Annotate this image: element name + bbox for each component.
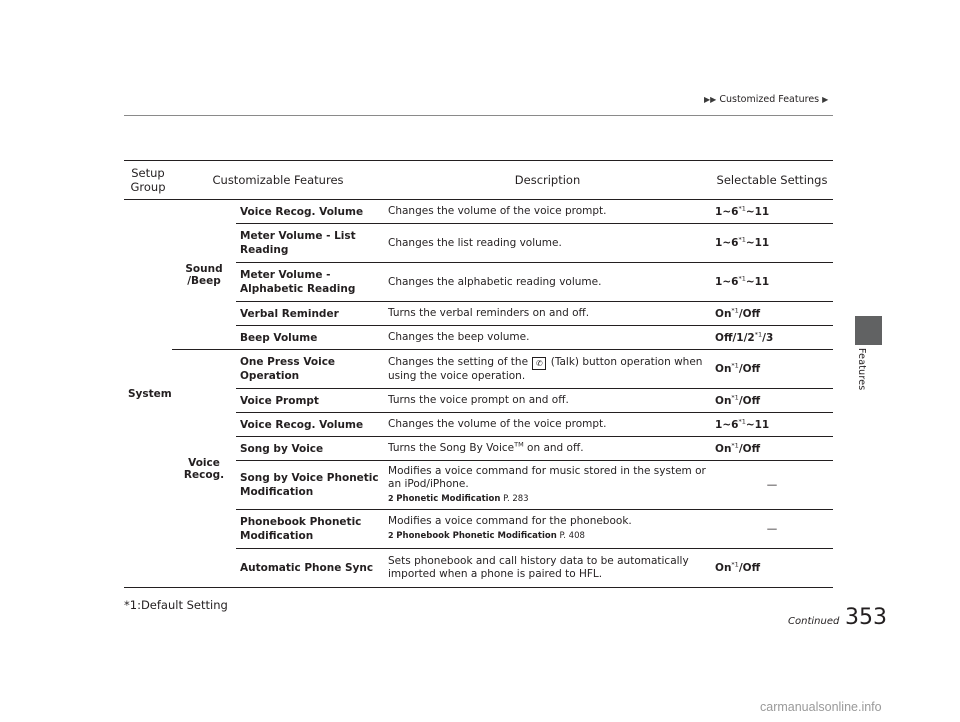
selectable-setting: On$^{*1}$/Off: [711, 389, 833, 413]
selectable-setting: 1~6$^{*1}$~11: [711, 224, 833, 263]
feature-description: Changes the setting of the ✆ (Talk) button operation when using the voice operation.: [384, 350, 711, 389]
selectable-setting: On$^{*1}$/Off: [711, 437, 833, 461]
breadcrumb-arrow-icon: ▶▶: [704, 95, 717, 104]
breadcrumb-arrow-end-icon: ▶: [822, 95, 829, 104]
subgroup-voice-recog: Voice Recog.: [172, 350, 236, 588]
table-row: [124, 200, 833, 224]
feature-description: Changes the volume of the voice prompt.: [384, 413, 711, 437]
feature-name: Verbal Reminder: [236, 302, 384, 326]
feature-name: Meter Volume - List Reading: [236, 224, 384, 263]
feature-name: One Press Voice Operation: [236, 350, 384, 389]
feature-description: Modifies a voice command for music stored in the system or an iPod/iPhone. 2 Phonetic Modification P. 283: [384, 461, 711, 510]
header-setup-group: Setup Group: [124, 161, 172, 200]
feature-description: Turns the Song By Voice™ on and off.: [384, 437, 711, 461]
feature-description: Turns the voice prompt on and off.: [384, 389, 711, 413]
subgroup-sound-beep: Sound /Beep: [172, 200, 236, 350]
breadcrumb-section[interactable]: Customized Features: [719, 94, 820, 105]
feature-name: Beep Volume: [236, 326, 384, 350]
selectable-setting: 1~6$^{*1}$~11: [711, 200, 833, 224]
page-number: 353: [845, 605, 887, 630]
breadcrumb: [704, 94, 828, 105]
feature-description: Sets phonebook and call history data to be automatically imported when a phone is paired to HFL.: [384, 549, 711, 588]
reference-arrow-icon: 2: [388, 531, 394, 540]
feature-name: Voice Recog. Volume: [236, 413, 384, 437]
watermark: carmanualsonline.info: [760, 700, 882, 714]
section-tab[interactable]: [855, 316, 882, 345]
feature-description: Modifies a voice command for the phonebook. 2 Phonebook Phonetic Modification P. 408: [384, 510, 711, 549]
header-description: Description: [384, 161, 711, 200]
selectable-setting: Off/1/2$^{*1}$/3: [711, 326, 833, 350]
selectable-setting: —: [711, 461, 833, 510]
table-header-row: [124, 161, 833, 200]
selectable-setting: On$^{*1}$/Off: [711, 549, 833, 588]
feature-name: Automatic Phone Sync: [236, 549, 384, 588]
selectable-setting: On$^{*1}$/Off: [711, 350, 833, 389]
feature-name: Meter Volume - Alphabetic Reading: [236, 263, 384, 302]
header-rule: [124, 115, 833, 116]
cross-reference-link[interactable]: 2 Phonebook Phonetic Modification P. 408: [388, 531, 585, 541]
talk-button-icon: ✆: [532, 357, 546, 370]
section-tab-label: Features: [856, 348, 867, 391]
setup-group-system: System: [124, 200, 172, 588]
feature-name: Voice Recog. Volume: [236, 200, 384, 224]
continued-label: Continued: [788, 616, 840, 627]
reference-arrow-icon: 2: [388, 493, 394, 503]
header-customizable-features: Customizable Features: [172, 161, 384, 200]
cross-reference-link[interactable]: 2 Phonetic Modification P. 283: [388, 493, 529, 504]
feature-name: Voice Prompt: [236, 389, 384, 413]
header-selectable-settings: Selectable Settings: [711, 161, 833, 200]
customizable-features-table: [124, 160, 833, 588]
feature-description: Changes the volume of the voice prompt.: [384, 200, 711, 224]
feature-name: Song by Voice: [236, 437, 384, 461]
selectable-setting: —: [711, 510, 833, 549]
selectable-setting: On$^{*1}$/Off: [711, 302, 833, 326]
table-row: [124, 350, 833, 389]
footnote: *1:Default Setting: [124, 598, 228, 612]
feature-name: Song by Voice Phonetic Modification: [236, 461, 384, 510]
feature-description: Turns the verbal reminders on and off.: [384, 302, 711, 326]
selectable-setting: 1~6$^{*1}$~11: [711, 263, 833, 302]
feature-description: Changes the alphabetic reading volume.: [384, 263, 711, 302]
feature-name: Phonebook Phonetic Modification: [236, 510, 384, 549]
selectable-setting: 1~6$^{*1}$~11: [711, 413, 833, 437]
feature-description: Changes the beep volume.: [384, 326, 711, 350]
feature-description: Changes the list reading volume.: [384, 224, 711, 263]
